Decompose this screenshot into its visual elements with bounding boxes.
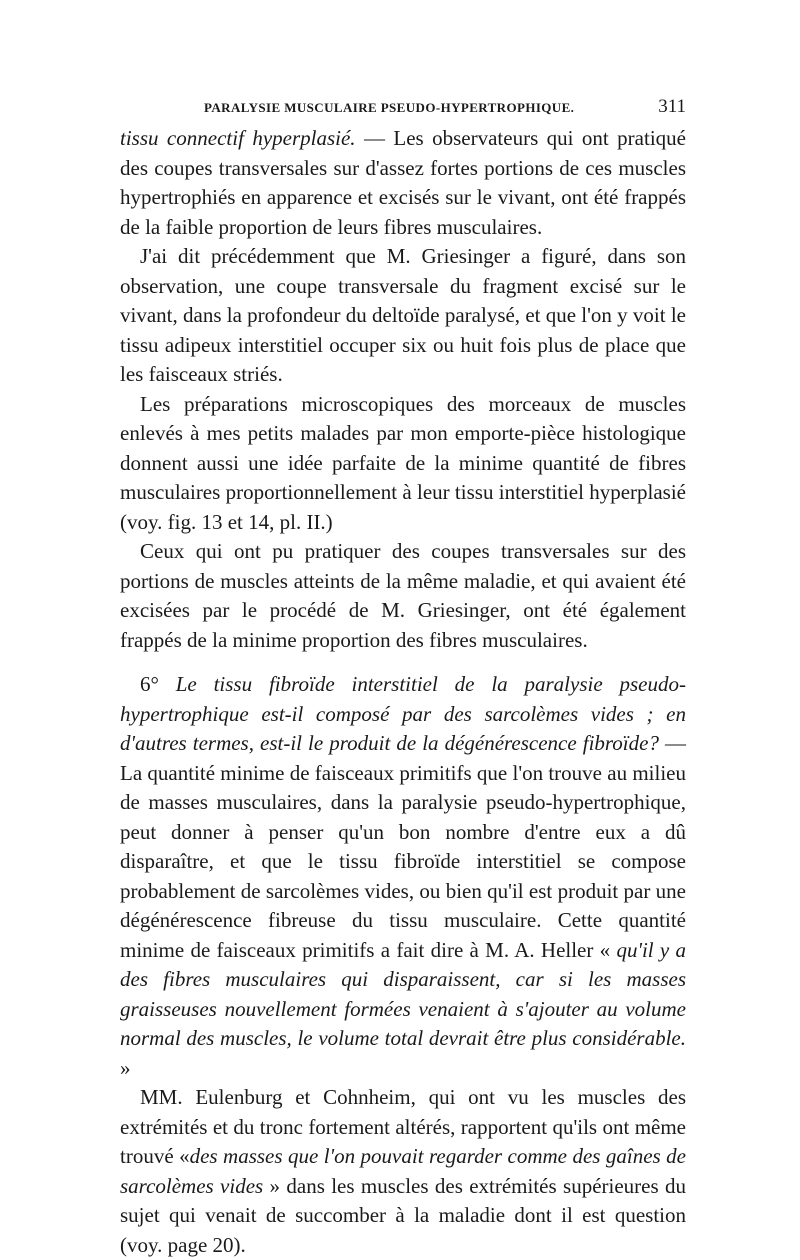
paragraph-body: Ceux qui ont pu pratiquer des coupes transversales sur des portions de muscles atteints de la même maladie, et qui avaient été excisées par le procédé de M. Griesinger, ont été également frappés de la minime proportion des fibres musculaires. <box>120 539 686 652</box>
paragraph-body-end: » <box>120 1055 131 1080</box>
page-number: 311 <box>658 96 686 117</box>
section-question-italic: Le tissu fibroïde interstitiel de la paralysie pseudo-hypertrophique est-il composé par des sarcolèmes vides ; en d'autres termes, est-il le produit de la dégénérescence fibroïde? <box>120 672 686 755</box>
paragraph-transverse-sections <box>120 537 686 655</box>
running-title: PARALYSIE MUSCULAIRE PSEUDO-HYPERTROPHIQUE. <box>204 100 575 115</box>
section-number: 6° <box>140 672 159 696</box>
paragraph-body-end: » dans les muscles des extrémités supérieures du sujet qui venait de succomber à la maladie dont il est question (voy. page 20). <box>120 1173 686 1257</box>
sarcolemma-quote-italic: des masses que l'on pouvait regarder comme des gaînes de sarcolèmes vides <box>120 1144 686 1198</box>
document-page <box>120 96 686 1260</box>
heller-quote-italic: qu'il y a des fibres musculaires qui disparaissent, car si les masses graisseuses nouvellement formées venaient à s'ajouter au volume normal des muscles, le volume total devrait être plus considérable. <box>120 937 687 1050</box>
paragraph-lead-italic: tissu connectif hyperplasié. <box>120 126 356 150</box>
running-header <box>120 96 686 120</box>
paragraph-body: MM. Eulenburg et Cohnheim, qui ont vu les muscles des extrémités et du tronc fortement altérés, rapportent qu'ils ont même trouvé « <box>120 1085 686 1168</box>
paragraph-microscopic-preparations <box>120 390 686 538</box>
paragraph-body: — La quantité minime de faisceaux primitifs que l'on trouve au milieu de masses musculaires, dans la paralysie pseudo-hypertrophique, peut donner à penser qu'un bon nombre d'entre eux a dû disparaître, et que le tissu fibroïde interstitiel se compose probablement de sarcolèmes vides, ou bien qu'il est produit par une dégénérescence fibreuse du tissu musculaire. Cette quantité minime de faisceaux primitifs a fait dire à M. A. Heller « <box>120 731 686 962</box>
paragraph-griesinger <box>120 242 686 390</box>
paragraph-body: J'ai dit précédemment que M. Griesinger a figuré, dans son observation, une coupe transversale du fragment excisé sur le vivant, dans la profondeur du deltoïde paralysé, et que l'on y voit le tissu adipeux interstitiel occuper six ou huit fois plus de place que les faisceaux striés. <box>120 244 686 386</box>
paragraph-body: Les préparations microscopiques des morceaux de muscles enlevés à mes petits malades par mon emporte-pièce histologique donnent aussi une idée parfaite de la minime quantité de fibres musculaires proportionnellement à leur tissu interstitiel hyperplasié (voy. fig. 13 et 14, pl. II.) <box>120 391 686 534</box>
paragraph-body: — Les observateurs qui ont pratiqué des coupes transversales sur d'assez fortes portions de ces muscles hypertrophiés en apparence et excisés sur le vivant, ont été frappés de la faible proportion de leurs fibres musculaires. <box>120 126 686 239</box>
paragraph-eulenburg-cohnheim <box>120 1083 686 1260</box>
paragraph-section-6 <box>120 670 686 1083</box>
paragraph-fibers-proportion <box>120 124 686 242</box>
